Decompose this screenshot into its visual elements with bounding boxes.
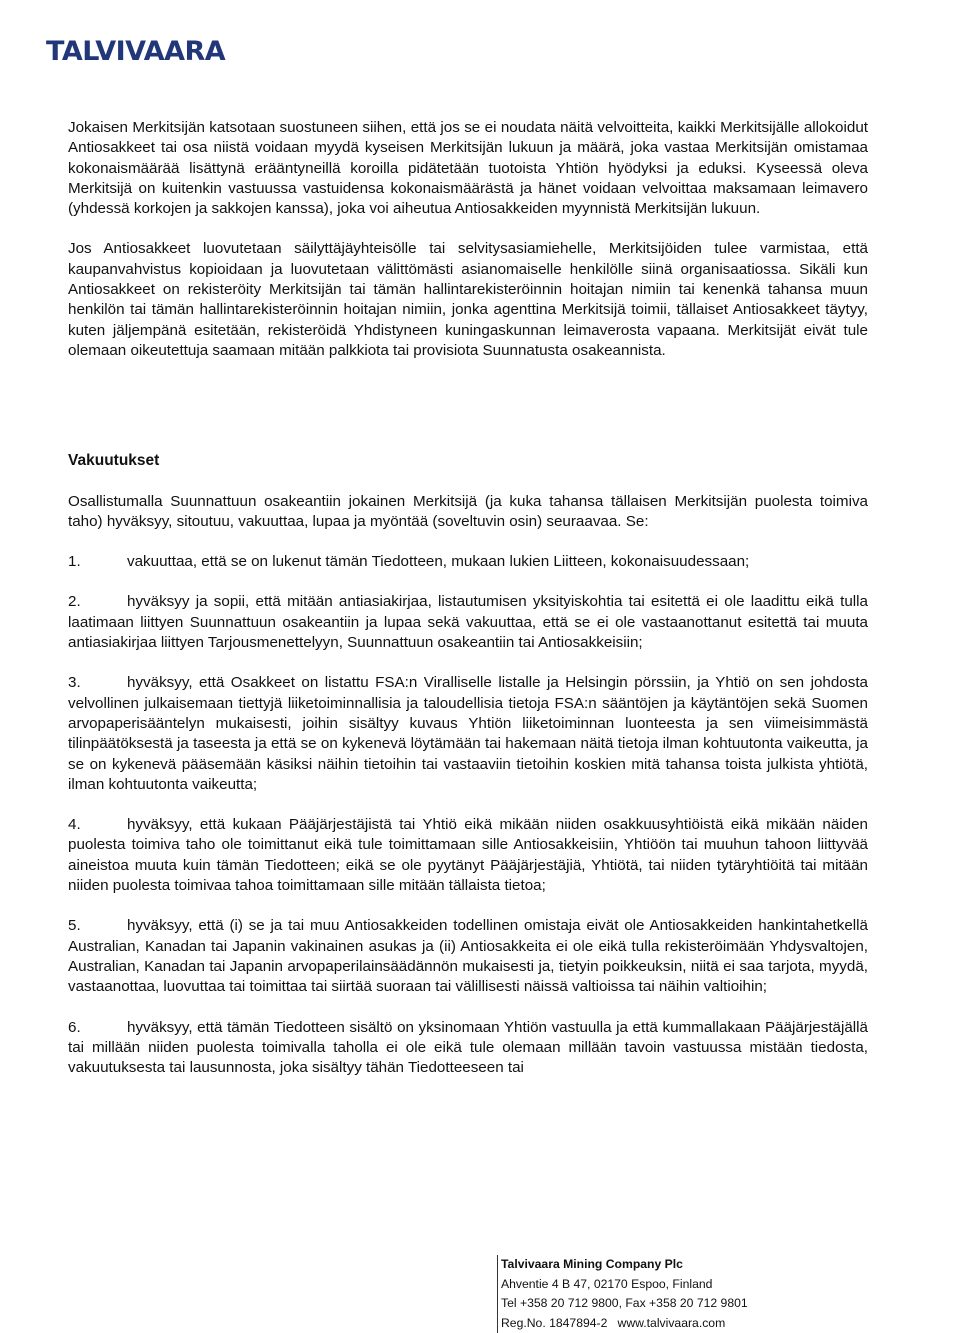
list-item-text: vakuuttaa, että se on lukenut tämän Tiedotteen, mukaan lukien Liitteen, kokonaisuudessaan; (127, 553, 749, 570)
company-logo: TALVIVAARA (46, 36, 225, 67)
list-item-text: hyväksyy, että kukaan Pääjärjestäjistä tai Yhtiö eikä mikään niiden osakkuusyhtiöistä eikä mikään näiden puolesta toimiva taho ole toimittanut eikä tule toimittamaan sille Antiosakkeisiin, Yhtiöön tai muuhun tahoon liittyvää aineistoa muuta kuin tämän Tiedotteen; eikä se ole pyytänyt Pääjärjestäjiä, Yhtiötä, tai niiden tytäryhtiöitä tai mitään niiden puolesta toimivaa tahoa toimittamaan sille mitään tällaista tietoa; (68, 816, 868, 894)
section-heading: Vakuutukset (68, 451, 868, 471)
section-intro: Osallistumalla Suunnattuun osakeantiin jokainen Merkitsijä (ja kuka tahansa tällaisen Merkitsijän puolesta toimiva taho) hyväksyy, sitoutuu, vakuuttaa, lupaa ja myöntää (soveltuvin osin) seuraavaa. Se: (68, 492, 868, 533)
list-item (68, 673, 868, 795)
footer-address: Ahventie 4 B 47, 02170 Espoo, Finland (501, 1275, 748, 1295)
footer-company-name: Talvivaara Mining Company Plc (501, 1255, 748, 1275)
list-item-text: hyväksyy, että (i) se ja tai muu Antiosakkeiden todellinen omistaja eivät ole Antiosakkeiden hankintahetkellä Australian, Kanadan tai Japanin vakinainen asukas ja (ii) Antiosakkeita ei ole eikä tulla rekisteröimään Yhdysvaltojen, Australian, Kanadan tai Japanin arvopaperilainsäädännön mukaisesti ja, tietyin poikkeuksin, niitä ei saa tarjota, myydä, vastaanottaa, luovuttaa tai toimittaa tai siirtää suoraan tai välillisesti näissä valtioissa tai näihin valtioihin; (68, 917, 868, 995)
list-item (68, 592, 868, 653)
list-item-number: 6. (68, 1018, 127, 1038)
footer-registration: Reg.No. 1847894-2 www.talvivaara.com (501, 1314, 748, 1333)
list-item (68, 916, 868, 997)
list-item-text: hyväksyy ja sopii, että mitään antiasiakirjaa, listautumisen yksityiskohtia tai esitettä ei ole laadittu eikä tulla laatimaan liittyen Suunnattuun osakeantiin ja lupaa sekä vakuuttaa, että se ei ole vastaanottanut esitettä tai muuta antiasiakirjaa liittyen Tarjousmenettelyyn, Suunnattuun osakeantiin tai Antiosakkeisiin; (68, 593, 868, 651)
list-item (68, 815, 868, 896)
list-item (68, 1018, 868, 1079)
list-item-text: hyväksyy, että Osakkeet on listattu FSA:n Viralliselle listalle ja Helsingin pörssiin, ja Yhtiö on sen johdosta velvollinen julkaisemaan tiettyjä liiketoiminnallisia ja taloudellisia tietoja FSA:n sääntöjen ja käytäntöjen sekä Suomen arvopaperisääntelyn mukaisesti, joihin sisältyy kuvaus Yhtiön liiketoiminnan luonteesta ja sen viimeisimmästä tilinpäätöksestä ja taseesta ja että se on kykenevä löytämään tai hakemaan näitä tietoja ilman kohtuutonta vaikeutta, ja se on kykenevä pääsemään käsiksi näihin tietoihin tai vastaaviin tietoihin koskien mitä tahansa toista julkista yhtiötä, ilman kohtuutonta vaikeutta; (68, 674, 868, 792)
list-item-number: 4. (68, 815, 127, 835)
list-item-number: 1. (68, 552, 127, 572)
list-item-text: hyväksyy, että tämän Tiedotteen sisältö on yksinomaan Yhtiön vastuulla ja että kummallakaan Pääjärjestäjällä tai millään niiden puolesta toimivalla taholla ei ole eikä tule olemaan millään tavoin vastuussa mistään tiedosta, vakuutuksesta tai lausunnosta, joka sisältyy tähän Tiedotteeseen tai (68, 1019, 868, 1077)
list-item-number: 3. (68, 673, 127, 693)
paragraph: Jokaisen Merkitsijän katsotaan suostuneen siihen, että jos se ei noudata näitä velvoitteita, kaikki Merkitsijälle allokoidut Antiosakkeet tai osa niistä voidaan myydä kyseisen Merkitsijän lukuun ja määrä, joka vastaa Merkitsijän omistamaa kokonaismäärää lisättynä erääntyneillä koroilla pidätetään tuotoista Yhtiön hyödyksi ja eduksi. Kyseessä oleva Merkitsijä on kuitenkin vastuussa vastuidensa kokonaismäärästä ja hänet voidaan velvoittaa maksamaan leimavero (yhdessä korkojen ja sakkojen kanssa), joka voi aiheutua Antiosakkeiden myynnistä Merkitsijän lukuun. (68, 118, 868, 219)
company-footer (497, 1255, 748, 1333)
document-body (68, 118, 868, 1078)
list-item-number: 5. (68, 916, 127, 936)
footer-phone: Tel +358 20 712 9800, Fax +358 20 712 9801 (501, 1294, 748, 1314)
paragraph: Jos Antiosakkeet luovutetaan säilyttäjäyhteisölle tai selvitysasiamiehelle, Merkitsijöiden tulee varmistaa, että kaupanvahvistus kopioidaan ja luovutetaan välittömästi asianomaiselle henkilölle siinä organisaatiossa. Sikäli kun Antiosakkeet on rekisteröity Merkitsijän tai tämän hallintarekisteröinnin hoitajan nimiin tai kenenkä tahansa muun henkilön tai tämän hallintarekisteröinnin hoitajan nimiin, jonka agenttina Merkitsijä toimii, tällaiset Antiosakkeet täytyy, kuten jäljempänä esitetään, rekisteröidä Yhdistyneen kuningaskunnan leimaverosta vapaana. Merkitsijät eivät tule olemaan oikeutettuja saamaan mitään palkkiota tai provisiota Suunnatusta osakeannista. (68, 239, 868, 361)
list-item (68, 552, 868, 572)
list-item-number: 2. (68, 592, 127, 612)
